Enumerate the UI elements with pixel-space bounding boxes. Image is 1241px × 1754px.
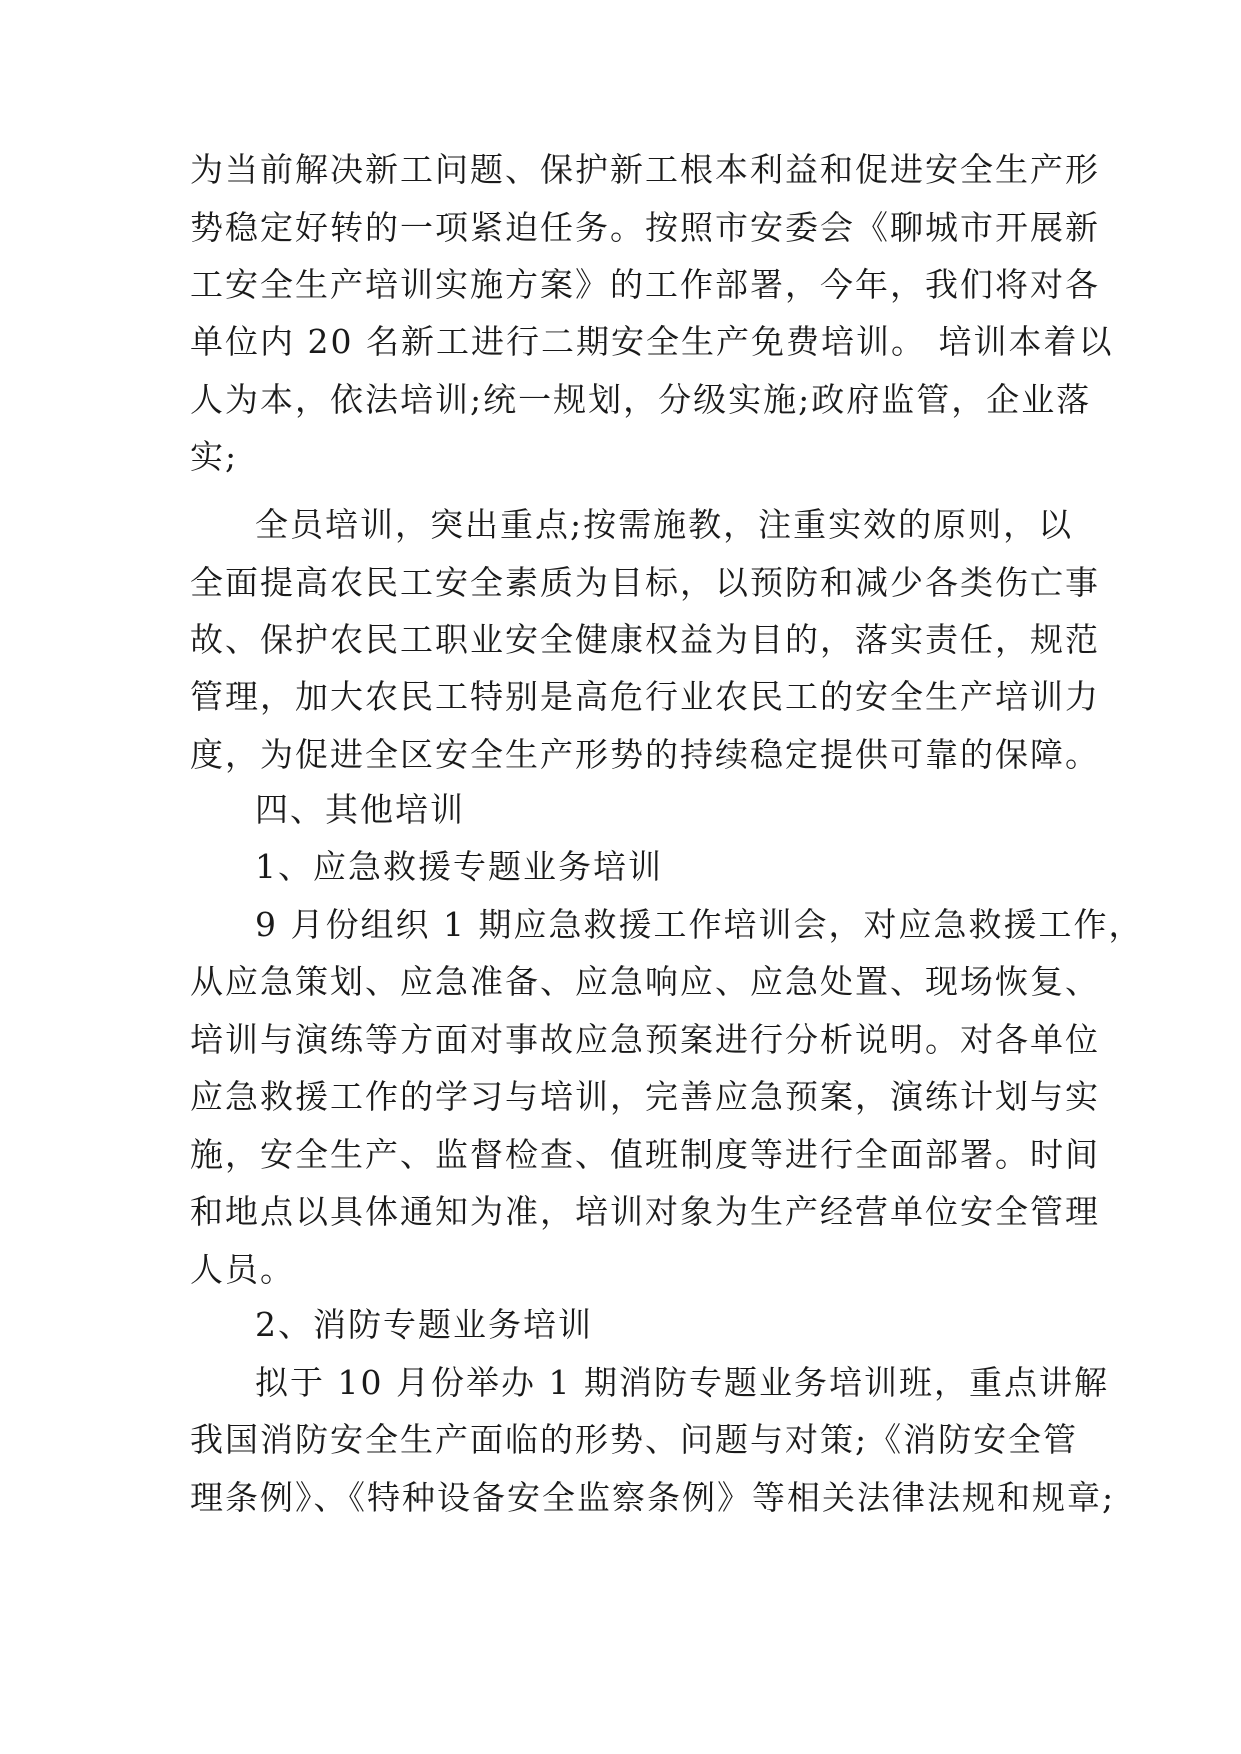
text-line: 为当前解决新工问题、保护新工根本利益和促进安全生产形 xyxy=(190,150,1100,189)
text-line: 应急救援工作的学习与培训，完善应急预案，演练计划与实 xyxy=(190,1077,1100,1116)
text-line: 实; xyxy=(190,437,239,476)
text-line: 人员。 xyxy=(190,1250,295,1289)
text-line: 单位内 20 名新工进行二期安全生产免费培训。 培训本着以 xyxy=(190,322,1114,361)
text-line: 工安全生产培训实施方案》的工作部署，今年，我们将对各 xyxy=(190,265,1100,304)
text-line: 度，为促进全区安全生产形势的持续稳定提供可靠的保障。 xyxy=(190,735,1100,774)
text-line: 人为本，依法培训;统一规划，分级实施;政府监管，企业落 xyxy=(190,380,1092,419)
subsection-heading: 1、应急救援专题业务培训 xyxy=(255,847,663,886)
text-line: 拟于 10 月份举办 1 期消防专题业务培训班，重点讲解 xyxy=(255,1363,1109,1402)
text-line: 施，安全生产、监督检查、值班制度等进行全面部署。时间 xyxy=(190,1135,1100,1174)
text-line: 理条例》、《特种设备安全监察条例》等相关法律法规和规章; xyxy=(190,1478,1116,1517)
text-line: 9 月份组织 1 期应急救援工作培训会，对应急救援工作， xyxy=(255,905,1144,944)
text-line: 故、保护农民工职业安全健康权益为目的，落实责任，规范 xyxy=(190,620,1100,659)
subsection-heading: 2、消防专题业务培训 xyxy=(255,1305,593,1344)
text-line: 培训与演练等方面对事故应急预案进行分析说明。对各单位 xyxy=(190,1020,1100,1059)
text-line: 和地点以具体通知为准，培训对象为生产经营单位安全管理 xyxy=(190,1192,1100,1231)
text-line: 全面提高农民工安全素质为目标，以预防和减少各类伤亡事 xyxy=(190,563,1100,602)
text-line: 我国消防安全生产面临的形势、问题与对策;《消防安全管 xyxy=(190,1420,1079,1459)
text-line: 势稳定好转的一项紧迫任务。按照市安委会《聊城市开展新 xyxy=(190,208,1100,247)
text-line: 管理，加大农民工特别是高危行业农民工的安全生产培训力 xyxy=(190,677,1100,716)
section-heading: 四、其他培训 xyxy=(255,790,465,829)
text-line: 全员培训，突出重点;按需施教，注重实效的原则，以 xyxy=(255,505,1074,544)
text-line: 从应急策划、应急准备、应急响应、应急处置、现场恢复、 xyxy=(190,962,1100,1001)
